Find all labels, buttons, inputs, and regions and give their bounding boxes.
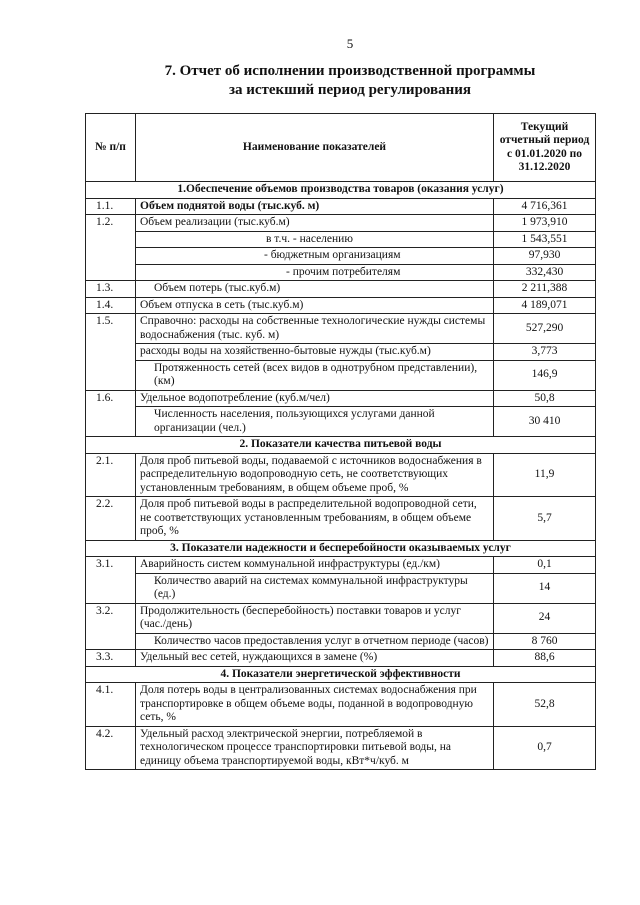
row-name: - бюджетным организациям	[136, 248, 494, 265]
page-title	[60, 62, 640, 100]
row-value: 5,7	[494, 497, 596, 541]
row-value: 4 189,071	[494, 297, 596, 314]
row-num: 2.1.	[86, 453, 136, 497]
row-value: 11,9	[494, 453, 596, 497]
row-name: Доля проб питьевой воды, подаваемой с источников водоснабжения в распределительную водопроводную сеть, не соответствующих установленным требованиям, в общем объеме проб, %	[136, 453, 494, 497]
table-row	[86, 557, 596, 574]
row-num: 4.2.	[86, 726, 136, 770]
table-row	[86, 633, 596, 650]
row-num: 3.1.	[86, 557, 136, 604]
header-num: № п/п	[86, 114, 136, 182]
row-value: 24	[494, 603, 596, 633]
row-num: 1.6.	[86, 390, 136, 437]
section-header	[86, 540, 596, 557]
row-name: Объем поднятой воды (тыс.куб. м)	[136, 198, 494, 215]
row-value: 1 543,551	[494, 231, 596, 248]
row-name: Аварийность систем коммунальной инфраструктуры (ед./км)	[136, 557, 494, 574]
row-num: 1.3.	[86, 281, 136, 298]
section-3-title: 3. Показатели надежности и бесперебойности оказываемых услуг	[86, 540, 596, 557]
row-num: 3.3.	[86, 650, 136, 667]
row-name: Объем отпуска в сеть (тыс.куб.м)	[136, 297, 494, 314]
row-name: Протяженность сетей (всех видов в однотрубном представлении), (км)	[136, 360, 494, 390]
table-row	[86, 281, 596, 298]
row-num: 1.4.	[86, 297, 136, 314]
table-row	[86, 726, 596, 770]
table-row	[86, 344, 596, 361]
row-value: 14	[494, 573, 596, 603]
row-value: 52,8	[494, 683, 596, 727]
row-name: в т.ч. - населению	[136, 231, 494, 248]
row-name: Удельное водопотребление (куб.м/чел)	[136, 390, 494, 407]
table-row	[86, 573, 596, 603]
table-row	[86, 650, 596, 667]
table-header-row	[86, 114, 596, 182]
section-header	[86, 182, 596, 199]
row-name: Доля потерь воды в централизованных системах водоснабжения при транспортировке в общем объеме воды, поданной в водопроводную сеть, %	[136, 683, 494, 727]
header-name: Наименование показателей	[136, 114, 494, 182]
row-value: 88,6	[494, 650, 596, 667]
row-name: - прочим потребителям	[136, 264, 494, 281]
row-value: 1 973,910	[494, 215, 596, 232]
section-2-title: 2. Показатели качества питьевой воды	[86, 437, 596, 454]
row-num: 3.2.	[86, 603, 136, 650]
table-row	[86, 683, 596, 727]
row-name: Количество часов предоставления услуг в отчетном периоде (часов)	[136, 633, 494, 650]
table-row	[86, 248, 596, 265]
row-value: 4 716,361	[494, 198, 596, 215]
row-value: 332,430	[494, 264, 596, 281]
table-row	[86, 314, 596, 344]
row-value: 0,1	[494, 557, 596, 574]
section-header	[86, 666, 596, 683]
row-name: Справочно: расходы на собственные технологические нужды системы водоснабжения (тыс. куб. м)	[136, 314, 494, 344]
row-num: 1.1.	[86, 198, 136, 215]
title-line-2: за истекший период регулирования	[228, 82, 472, 98]
row-name: Доля проб питьевой воды в распределительной водопроводной сети, не соответствующих установленным требованиям, в общем объеме проб, %	[136, 497, 494, 541]
table-row	[86, 497, 596, 541]
table-row	[86, 264, 596, 281]
row-name: Удельный вес сетей, нуждающихся в замене (%)	[136, 650, 494, 667]
row-value: 527,290	[494, 314, 596, 344]
table-row	[86, 198, 596, 215]
row-value: 97,930	[494, 248, 596, 265]
report-table	[85, 113, 596, 770]
row-name: Удельный расход электрической энергии, потребляемой в технологическом процессе транспортировки питьевой воды, на единицу объема транспортируемой воды, кВт*ч/куб. м	[136, 726, 494, 770]
row-value: 30 410	[494, 407, 596, 437]
row-name: Численность населения, пользующихся услугами данной организации (чел.)	[136, 407, 494, 437]
title-line-1: 7. Отчет об исполнении производственной программы	[164, 63, 536, 79]
row-name: Количество аварий на системах коммунальной инфраструктуры (ед.)	[136, 573, 494, 603]
header-period: Текущий отчетный период с 01.01.2020 по 31.12.2020	[494, 114, 596, 182]
section-header	[86, 437, 596, 454]
row-value: 146,9	[494, 360, 596, 390]
row-name: Объем потерь (тыс.куб.м)	[136, 281, 494, 298]
table-row	[86, 407, 596, 437]
row-name: Объем реализации (тыс.куб.м)	[136, 215, 494, 232]
row-value: 2 211,388	[494, 281, 596, 298]
row-name: расходы воды на хозяйственно-бытовые нужды (тыс.куб.м)	[136, 344, 494, 361]
table-row	[86, 360, 596, 390]
table-row	[86, 231, 596, 248]
row-value: 50,8	[494, 390, 596, 407]
table-row	[86, 297, 596, 314]
row-name: Продолжительность (бесперебойность) поставки товаров и услуг (час./день)	[136, 603, 494, 633]
row-value: 8 760	[494, 633, 596, 650]
row-num: 1.5.	[86, 314, 136, 391]
row-num: 2.2.	[86, 497, 136, 541]
table-row	[86, 215, 596, 232]
table-row	[86, 390, 596, 407]
row-num: 1.2.	[86, 215, 136, 281]
section-1-title: 1.Обеспечение объемов производства товаров (оказания услуг)	[86, 182, 596, 199]
table-row	[86, 453, 596, 497]
table-row	[86, 603, 596, 633]
row-num: 4.1.	[86, 683, 136, 727]
row-value: 0,7	[494, 726, 596, 770]
page-number: 5	[346, 36, 354, 51]
row-value: 3,773	[494, 344, 596, 361]
section-4-title: 4. Показатели энергетической эффективности	[86, 666, 596, 683]
